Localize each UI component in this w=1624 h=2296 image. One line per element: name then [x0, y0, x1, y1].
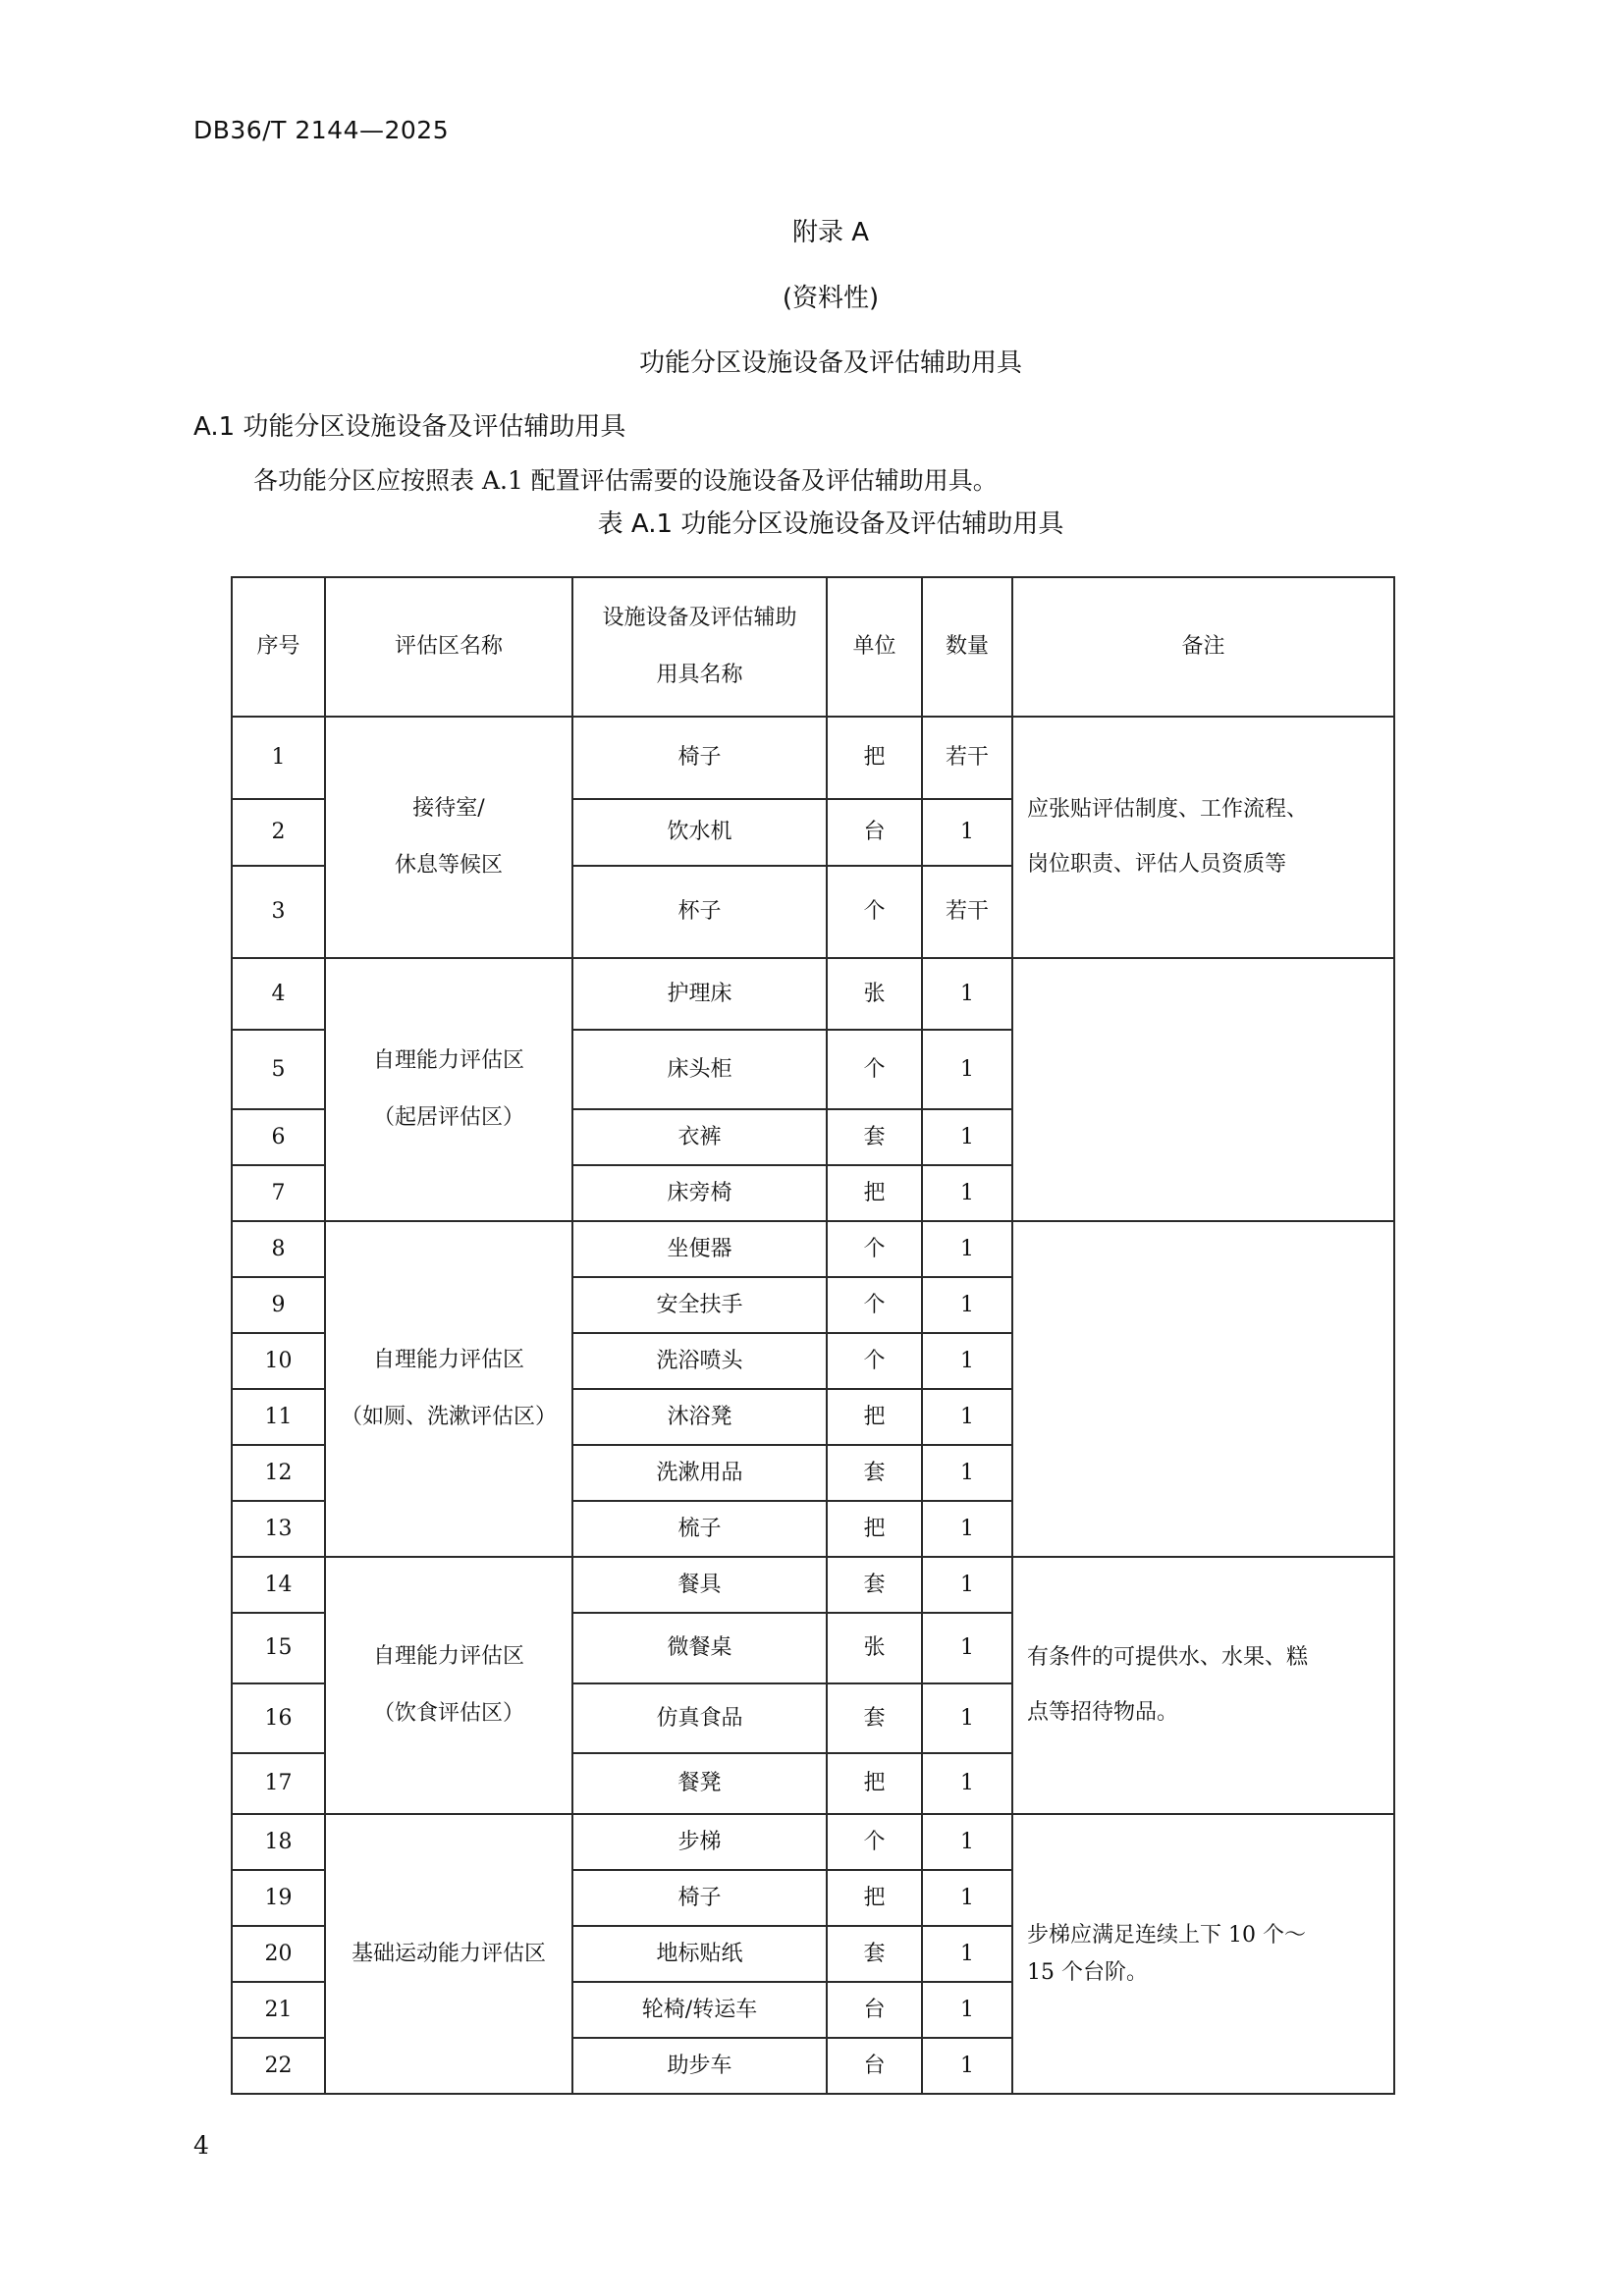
cell-note-empty — [1012, 1221, 1394, 1557]
document-standard-number: DB36/T 2144—2025 — [193, 116, 450, 144]
cell-qty: 1 — [922, 1109, 1012, 1165]
table-caption: 表 A.1 功能分区设施设备及评估辅助用具 — [597, 509, 1064, 539]
cell-zone — [325, 1814, 572, 2094]
cell-item: 洗浴喷头 — [572, 1333, 827, 1389]
cell-unit: 把 — [827, 1501, 922, 1557]
cell-item: 床头柜 — [572, 1030, 827, 1109]
cell-item: 助步车 — [572, 2038, 827, 2094]
cell-qty: 1 — [922, 1814, 1012, 1870]
cell-item: 仿真食品 — [572, 1683, 827, 1753]
zone-line1: 基础运动能力评估区 — [351, 1941, 546, 1966]
cell-no: 6 — [232, 1109, 325, 1165]
cell-item: 椅子 — [572, 717, 827, 799]
cell-item: 梳子 — [572, 1501, 827, 1557]
cell-no: 20 — [232, 1926, 325, 1982]
column-header-item-line1: 设施设备及评估辅助 — [602, 606, 797, 630]
note-line2: 15 个台阶。 — [1027, 1959, 1148, 1985]
cell-qty: 1 — [922, 1030, 1012, 1109]
cell-item: 护理床 — [572, 958, 827, 1030]
cell-unit: 个 — [827, 1030, 922, 1109]
cell-no: 19 — [232, 1870, 325, 1926]
cell-qty: 1 — [922, 2038, 1012, 2094]
cell-item: 轮椅/转运车 — [572, 1982, 827, 2038]
cell-unit: 张 — [827, 1613, 922, 1683]
column-header-no: 序号 — [232, 577, 325, 717]
cell-note — [1012, 717, 1394, 958]
cell-qty: 1 — [922, 1753, 1012, 1814]
cell-unit: 个 — [827, 1333, 922, 1389]
cell-no: 11 — [232, 1389, 325, 1445]
cell-unit: 台 — [827, 2038, 922, 2094]
cell-unit: 个 — [827, 1814, 922, 1870]
cell-unit: 台 — [827, 799, 922, 866]
cell-unit: 套 — [827, 1109, 922, 1165]
zone-line2: （饮食评估区） — [372, 1701, 524, 1726]
cell-unit: 把 — [827, 1389, 922, 1445]
zone-line2: （如厕、洗漱评估区） — [340, 1405, 557, 1429]
cell-unit: 把 — [827, 1753, 922, 1814]
appendix-nature: (资料性) — [782, 284, 880, 313]
cell-unit: 套 — [827, 1557, 922, 1613]
table-row — [232, 717, 1394, 799]
cell-unit: 把 — [827, 1870, 922, 1926]
table-row — [232, 1814, 1394, 1870]
zone-line2: 休息等候区 — [394, 853, 503, 878]
cell-unit: 张 — [827, 958, 922, 1030]
table-header-row — [232, 577, 1394, 717]
cell-item: 沐浴凳 — [572, 1389, 827, 1445]
cell-no: 7 — [232, 1165, 325, 1221]
cell-item: 安全扶手 — [572, 1277, 827, 1333]
zone-line1: 自理能力评估区 — [372, 1644, 524, 1669]
cell-qty: 1 — [922, 1221, 1012, 1277]
cell-no: 1 — [232, 717, 325, 799]
cell-qty: 若干 — [922, 717, 1012, 799]
cell-qty: 1 — [922, 1557, 1012, 1613]
cell-item: 地标贴纸 — [572, 1926, 827, 1982]
cell-no: 18 — [232, 1814, 325, 1870]
cell-unit: 套 — [827, 1445, 922, 1501]
note-line1: 有条件的可提供水、水果、糕 — [1027, 1645, 1309, 1670]
cell-qty: 1 — [922, 1870, 1012, 1926]
cell-no: 22 — [232, 2038, 325, 2094]
cell-unit: 套 — [827, 1926, 922, 1982]
cell-qty: 1 — [922, 1389, 1012, 1445]
column-header-qty: 数量 — [922, 577, 1012, 717]
column-header-note: 备注 — [1012, 577, 1394, 717]
column-header-unit: 单位 — [827, 577, 922, 717]
equipment-table — [231, 576, 1395, 2095]
cell-unit: 套 — [827, 1683, 922, 1753]
cell-no: 16 — [232, 1683, 325, 1753]
cell-item: 微餐桌 — [572, 1613, 827, 1683]
cell-no: 13 — [232, 1501, 325, 1557]
cell-zone — [325, 1557, 572, 1814]
cell-qty: 若干 — [922, 866, 1012, 958]
cell-item: 杯子 — [572, 866, 827, 958]
cell-note-empty — [1012, 958, 1394, 1221]
body-paragraph: 各功能分区应按照表 A.1 配置评估需要的设施设备及评估辅助用具。 — [253, 466, 998, 495]
cell-no: 14 — [232, 1557, 325, 1613]
cell-item: 椅子 — [572, 1870, 827, 1926]
column-header-item-line2: 用具名称 — [656, 663, 743, 687]
zone-line1: 自理能力评估区 — [372, 1048, 524, 1073]
page-number: 4 — [193, 2131, 209, 2160]
cell-no: 2 — [232, 799, 325, 866]
cell-zone — [325, 958, 572, 1221]
cell-item: 餐具 — [572, 1557, 827, 1613]
cell-no: 5 — [232, 1030, 325, 1109]
cell-qty: 1 — [922, 1333, 1012, 1389]
cell-no: 10 — [232, 1333, 325, 1389]
cell-no: 17 — [232, 1753, 325, 1814]
note-line2: 岗位职责、评估人员资质等 — [1027, 852, 1287, 877]
cell-note — [1012, 1814, 1394, 2094]
appendix-title: 附录 A — [791, 218, 870, 247]
cell-no: 4 — [232, 958, 325, 1030]
zone-line2: （起居评估区） — [372, 1105, 524, 1130]
cell-zone — [325, 717, 572, 958]
section-heading: A.1 功能分区设施设备及评估辅助用具 — [193, 412, 626, 442]
cell-no: 12 — [232, 1445, 325, 1501]
cell-note — [1012, 1557, 1394, 1814]
cell-no: 8 — [232, 1221, 325, 1277]
cell-item: 饮水机 — [572, 799, 827, 866]
cell-qty: 1 — [922, 1926, 1012, 1982]
cell-unit: 个 — [827, 1277, 922, 1333]
cell-qty: 1 — [922, 799, 1012, 866]
zone-line1: 自理能力评估区 — [372, 1348, 524, 1372]
zone-line1: 接待室/ — [412, 796, 485, 821]
cell-item: 衣裤 — [572, 1109, 827, 1165]
cell-no: 15 — [232, 1613, 325, 1683]
cell-unit: 个 — [827, 1221, 922, 1277]
note-line2: 点等招待物品。 — [1027, 1700, 1179, 1725]
appendix-heading: 功能分区设施设备及评估辅助用具 — [638, 348, 1022, 378]
cell-no: 21 — [232, 1982, 325, 2038]
note-line1: 步梯应满足连续上下 10 个～ — [1027, 1922, 1306, 1948]
cell-qty: 1 — [922, 1613, 1012, 1683]
column-header-item — [572, 577, 827, 717]
cell-qty: 1 — [922, 1982, 1012, 2038]
cell-qty: 1 — [922, 1445, 1012, 1501]
cell-qty: 1 — [922, 1277, 1012, 1333]
cell-item: 坐便器 — [572, 1221, 827, 1277]
cell-unit: 把 — [827, 1165, 922, 1221]
cell-qty: 1 — [922, 1165, 1012, 1221]
cell-item: 洗漱用品 — [572, 1445, 827, 1501]
table-row — [232, 958, 1394, 1030]
cell-qty: 1 — [922, 1501, 1012, 1557]
cell-item: 餐凳 — [572, 1753, 827, 1814]
note-line1: 应张贴评估制度、工作流程、 — [1027, 797, 1309, 822]
cell-item: 步梯 — [572, 1814, 827, 1870]
cell-no: 9 — [232, 1277, 325, 1333]
cell-unit: 把 — [827, 717, 922, 799]
cell-unit: 台 — [827, 1982, 922, 2038]
cell-qty: 1 — [922, 958, 1012, 1030]
table-row — [232, 1557, 1394, 1613]
cell-item: 床旁椅 — [572, 1165, 827, 1221]
column-header-zone: 评估区名称 — [325, 577, 572, 717]
cell-unit: 个 — [827, 866, 922, 958]
cell-qty: 1 — [922, 1683, 1012, 1753]
cell-zone — [325, 1221, 572, 1557]
table-row — [232, 1221, 1394, 1277]
cell-no: 3 — [232, 866, 325, 958]
